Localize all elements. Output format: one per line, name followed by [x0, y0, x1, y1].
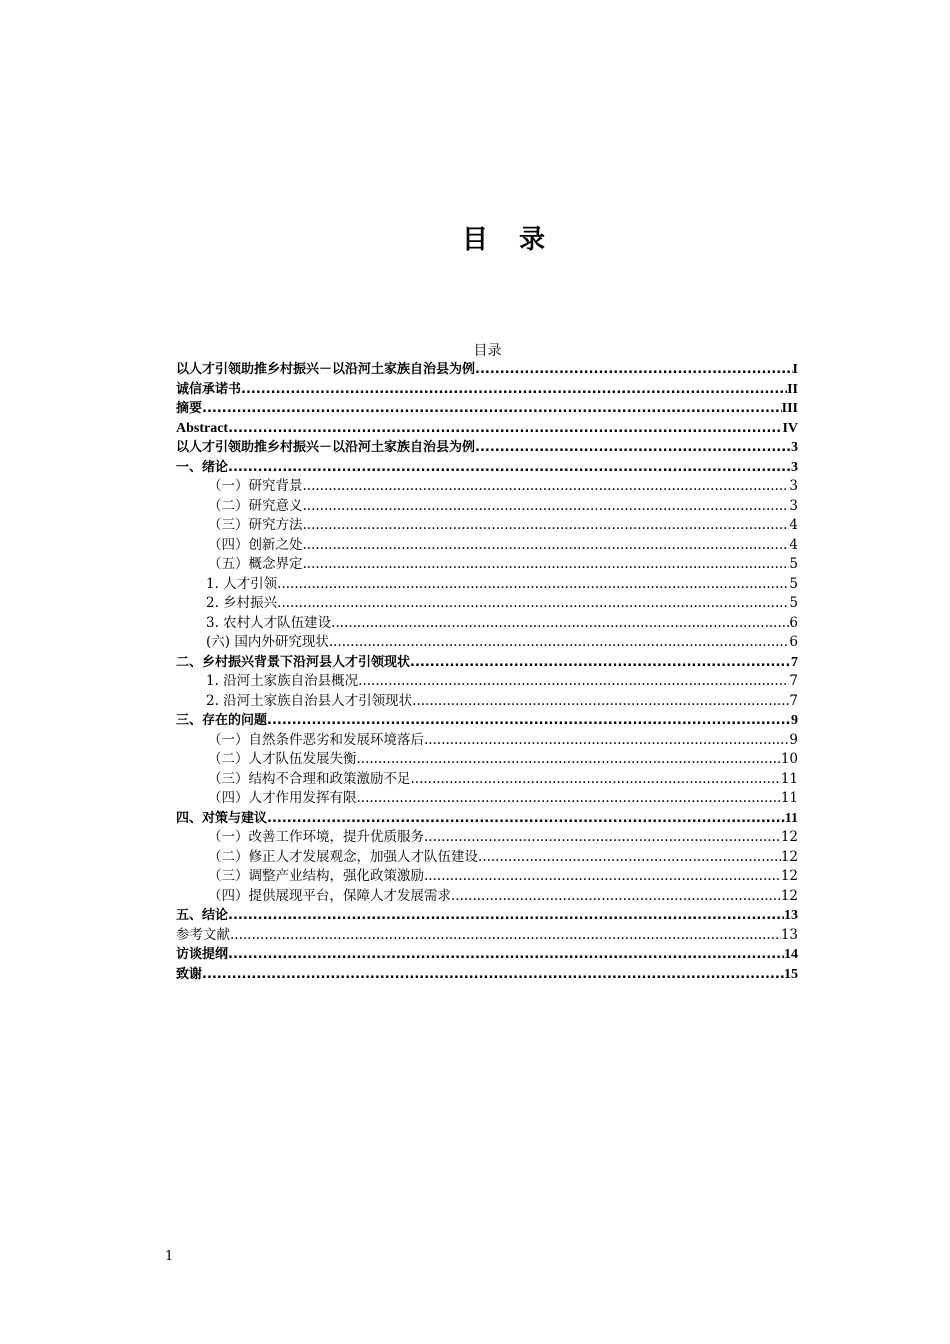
toc-entry-page: 6: [789, 634, 798, 650]
toc-entry-label: (六) 国内外研究现状: [206, 634, 329, 650]
toc-entry[interactable]: [176, 653, 798, 673]
toc-entry-label: （三）调整产业结构，强化政策激励: [208, 868, 424, 884]
toc-leader-dots: [267, 711, 791, 731]
toc-leader-dots: [202, 965, 784, 985]
toc-entry[interactable]: [176, 594, 798, 614]
toc-entry-page: 12: [780, 887, 798, 904]
toc-leader-dots: [357, 750, 781, 770]
page-title-part1: 目: [461, 225, 489, 255]
toc-entry-label: 1. 人才引领: [206, 575, 278, 592]
toc-entry-label: 2. 乡村振兴: [206, 595, 278, 611]
toc-leader-dots: [475, 360, 793, 380]
toc-entry-label: 四、对策与建议: [176, 810, 268, 826]
toc-entry-page: II: [787, 381, 798, 397]
toc-entry-page: 7: [789, 673, 798, 689]
toc-entry-page: 5: [789, 556, 798, 572]
toc-entry-label: 诚信承诺书: [176, 381, 242, 397]
toc-entry-page: 9: [791, 713, 798, 728]
toc-entry-page: 13: [780, 926, 798, 943]
toc-entry-label: （一）研究背景: [208, 478, 303, 494]
toc-entry[interactable]: [176, 887, 798, 907]
toc-leader-dots: [424, 867, 781, 887]
toc-entry[interactable]: [176, 497, 798, 517]
toc-entry-page: III: [781, 401, 798, 416]
toc-entry-label: （四）提供展现平台，保障人才发展需求: [208, 887, 451, 904]
toc-entry[interactable]: [176, 672, 798, 692]
toc-leader-dots: [228, 458, 791, 478]
toc-entry[interactable]: [176, 828, 798, 848]
toc-leader-dots: [230, 926, 781, 946]
toc-entry-label: （二）人才队伍发展失衡: [208, 751, 357, 767]
toc-entry[interactable]: [176, 789, 798, 809]
toc-entry[interactable]: [176, 926, 798, 946]
toc-entry-page: 3: [791, 459, 798, 475]
toc-entry-page: 4: [789, 517, 798, 533]
toc-entry-page: 10: [780, 751, 798, 767]
toc-leader-dots: [357, 789, 781, 809]
toc-entry[interactable]: [176, 770, 798, 790]
toc-leader-dots: [202, 399, 782, 419]
toc-entry-page: 3: [791, 440, 798, 455]
toc-entry-label: （三）结构不合理和政策激励不足: [208, 770, 411, 787]
toc-entry-label: 2. 沿河土家族自治县人才引领现状: [206, 692, 413, 709]
page-title: [0, 222, 950, 258]
toc-entry-page: 12: [780, 848, 798, 865]
toc-leader-dots: [228, 419, 782, 439]
toc-entry[interactable]: [176, 711, 798, 731]
toc-entry-page: 4: [789, 536, 798, 553]
toc-entry[interactable]: [176, 419, 798, 439]
toc-leader-dots: [228, 906, 784, 926]
toc-leader-dots: [358, 672, 789, 692]
toc-entry-label: （四）人才作用发挥有限: [208, 790, 357, 806]
toc-entry-label: 五、结论: [176, 908, 229, 923]
toc-entry-page: 6: [789, 614, 798, 631]
toc-entry[interactable]: [176, 848, 798, 868]
toc-heading: 目录: [473, 343, 502, 359]
toc-entry[interactable]: [176, 731, 798, 751]
toc-entry[interactable]: [176, 906, 798, 926]
toc-entry[interactable]: [176, 380, 798, 400]
toc-entry-page: 11: [780, 770, 798, 787]
toc-entry[interactable]: [176, 536, 798, 556]
toc-leader-dots: [303, 555, 790, 575]
toc-entry-page: 15: [784, 966, 798, 982]
toc-leader-dots: [424, 731, 789, 751]
toc-entry-label: 摘要: [176, 401, 203, 416]
toc-entry-page: 3: [789, 497, 798, 514]
toc-leader-dots: [277, 594, 789, 614]
toc-entry-label: （五）概念界定: [208, 556, 303, 572]
toc-leader-dots: [303, 516, 790, 536]
toc-leader-dots: [424, 828, 781, 848]
toc-entry-label: Abstract: [176, 420, 229, 436]
page-number: 1: [165, 1249, 174, 1264]
toc-entry-label: 3. 农村人才队伍建设: [206, 614, 332, 631]
toc-entry-page: IV: [782, 420, 798, 436]
toc-leader-dots: [329, 633, 790, 653]
toc-entry-label: （二）研究意义: [208, 497, 303, 514]
toc-entry-page: 14: [784, 947, 798, 962]
toc-entry-label: 一、绪论: [176, 459, 229, 475]
toc-entry-page: I: [792, 362, 798, 377]
toc-entry-page: 13: [784, 908, 798, 923]
toc-entry-page: 7: [791, 654, 798, 670]
toc-entry[interactable]: [176, 555, 798, 575]
toc-leader-dots: [303, 477, 790, 497]
toc-leader-dots: [303, 497, 790, 517]
table-of-contents: [176, 360, 798, 984]
toc-entry-page: 3: [789, 478, 798, 494]
toc-leader-dots: [475, 438, 791, 458]
toc-entry-label: 以人才引领助推乡村振兴－以沿河土家族自治县为例: [176, 362, 476, 377]
toc-entry[interactable]: [176, 965, 798, 985]
toc-entry[interactable]: [176, 750, 798, 770]
page-title-part2: 录: [519, 225, 547, 255]
toc-entry-page: 5: [789, 575, 798, 592]
toc-leader-dots: [411, 770, 781, 790]
toc-entry[interactable]: [176, 945, 798, 965]
toc-leader-dots: [478, 848, 781, 868]
toc-leader-dots: [412, 692, 789, 712]
toc-entry-label: （四）创新之处: [208, 536, 303, 553]
toc-entry[interactable]: [176, 399, 798, 419]
toc-entry-label: 致谢: [176, 966, 203, 982]
toc-entry-label: 二、乡村振兴背景下沿河县人才引领现状: [176, 654, 411, 670]
toc-entry[interactable]: [176, 809, 798, 829]
toc-entry-label: 三、存在的问题: [176, 713, 268, 728]
toc-entry[interactable]: [176, 360, 798, 380]
toc-leader-dots: [228, 945, 784, 965]
toc-entry-label: （三）研究方法: [208, 517, 303, 533]
toc-entry[interactable]: [176, 633, 798, 653]
toc-entry[interactable]: [176, 477, 798, 497]
toc-leader-dots: [451, 887, 781, 907]
toc-leader-dots: [241, 380, 787, 400]
toc-entry[interactable]: [176, 438, 798, 458]
toc-entry[interactable]: [176, 575, 798, 595]
toc-entry-label: （二）修正人才发展观念，加强人才队伍建设: [208, 848, 478, 865]
toc-entry-page: 9: [789, 731, 798, 748]
toc-entry-page: 7: [789, 692, 798, 709]
toc-leader-dots: [277, 575, 789, 595]
toc-entry-label: 参考文献: [176, 926, 230, 943]
toc-entry-label: （一）改善工作环境，提升优质服务: [208, 829, 424, 845]
toc-entry-page: 11: [784, 810, 798, 826]
toc-leader-dots: [410, 653, 791, 673]
toc-entry[interactable]: [176, 614, 798, 634]
toc-leader-dots: [303, 536, 790, 556]
toc-entry-page: 11: [780, 790, 798, 806]
toc-entry-page: 12: [780, 829, 798, 845]
toc-entry-label: （一）自然条件恶劣和发展环境落后: [208, 731, 424, 748]
toc-entry-label: 访谈提纲: [176, 947, 229, 962]
toc-entry[interactable]: [176, 516, 798, 536]
toc-entry-label: 以人才引领助推乡村振兴－以沿河土家族自治县为例: [176, 440, 476, 455]
toc-entry-label: 1. 沿河土家族自治县概况: [206, 673, 359, 689]
toc-entry-page: 12: [780, 868, 798, 884]
toc-leader-dots: [331, 614, 789, 634]
toc-entry[interactable]: [176, 692, 798, 712]
toc-entry-page: 5: [789, 595, 798, 611]
toc-entry[interactable]: [176, 458, 798, 478]
toc-leader-dots: [267, 809, 785, 829]
toc-entry[interactable]: [176, 867, 798, 887]
